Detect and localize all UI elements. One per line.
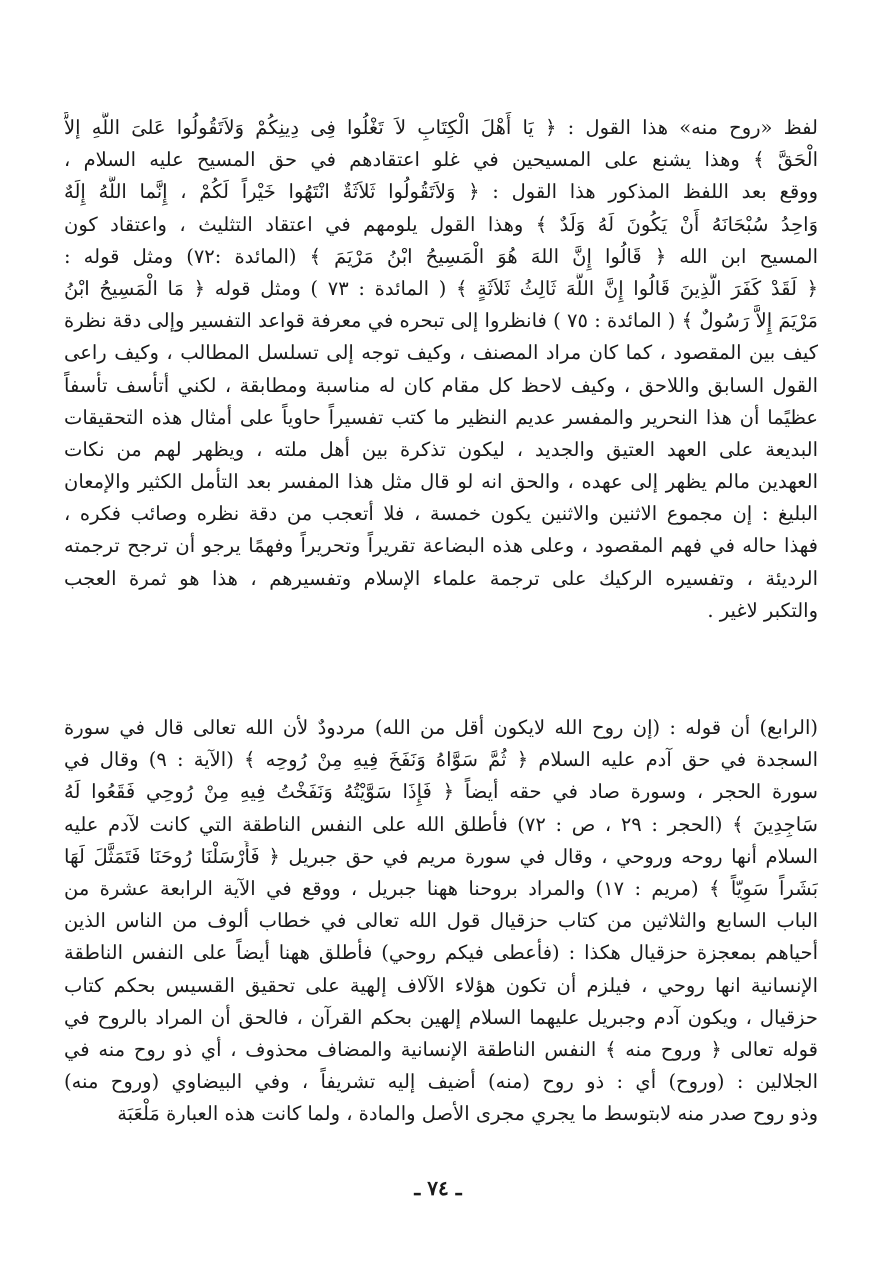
text-line: الإنسانية انها روحي ، فيلزم أن تكون هؤلاء الآلاف إلهية على تحقيق القسيس بحكم كتاب	[64, 973, 818, 997]
text-line: بَشَراً سَوِيّاً ﴾ (مريم : ١٧) والمراد بروحنا ههنا جبريل ، ووقع في الآية الرابعة عشرة من	[64, 876, 818, 900]
text-line: وَاحِدُ سُبْحَانَهُ أَنْ يَكُونَ لَهُ وَلَدٌ ﴾ وهذا القول يلومهم في اعتقاد التثليث ، واعتقاد كون	[64, 212, 818, 236]
text-line: ووقع بعد اللفظ المذكور هذا القول : ﴿ وَلاَتَقُولُوا ثَلاَثَةٌ انْتَهُوا خَيْراً لَكُمْ ، إِنَّما اللَّهُ إِلَهٌ	[64, 180, 818, 204]
text-line: عظيًما أن هذا النحرير والمفسر عديم النظير ما كتب تفسيراً حاوياً على أمثال هذه التحقيقات	[64, 405, 818, 429]
text-line: ﴿ لَقَدْ كَفَرَ الَّذِينَ قَالُوا إِنَّ اللَّهَ ثَالِثُ ثَلاَثَةٍ ﴾ ( المائدة : ٧٣ ) ومثل قوله ﴿ مَا الْمَسِيحُ ابْنُ	[64, 276, 818, 300]
paragraph-2	[64, 712, 818, 1130]
text-line: كيف بين المقصود ، كما كان مراد المصنف ، وكيف توجه إلى تسلسل المطالب ، وكيف راعى	[64, 341, 818, 365]
text-line: حزقيال ، ويكون آدم وجبريل عليهما السلام إلهين بحكم القرآن ، فالحق أن المراد بالروح في	[64, 1005, 818, 1029]
text-line: العهدين مالم يظهر إلى عهده ، والحق انه لو قال مثل هذا المفسر بعد التأمل الكثير والإمعان	[64, 470, 818, 494]
page-number: ـ ٧٤ ـ	[414, 1176, 462, 1200]
text-line: السلام أنها روحه وروحي ، وقال في سورة مريم في حق جبريل ﴿ فَأَرْسَلْنَا رُوحَنَا فَتَمَثَّلَ لَهَا	[64, 844, 818, 868]
text-line: والتكبر لاغير .	[707, 598, 818, 622]
text-line: أحياهم بمعجزة حزقيال هكذا : (فأعطى فيكم روحي) فأطلق ههنا أيضاً على النفس الناطقة	[64, 941, 818, 965]
text-line: (الرابع) أن قوله : (إن روح الله لايكون أقل من الله) مردودٌ لأن الله تعالى قال في سورة	[64, 716, 818, 739]
text-line: فهذا حاله في فهم المقصود ، وعلى هذه البضاعة تقريراً وتحريراً وفهمًا يرجو أن ترجح ترجمته	[64, 534, 818, 558]
text-line: المسيح ابن الله ﴿ قَالُوا إِنَّ اللهَ هُوَ الْمَسِيحُ ابْنُ مَرْيَمَ ﴾ (المائدة :٧٢) ومثل قوله :	[64, 244, 818, 268]
text-line: قوله تعالى ﴿ وروح منه ﴾ النفس الناطقة الإنسانية والمضاف محذوف ، أي ذو روح منه في	[64, 1037, 818, 1061]
text-line: البديعة على العهد العتيق والجديد ، ليكون تذكرة بين أهل ملته ، ويظهر لهم من نكات	[64, 437, 818, 461]
text-line: وذو روح صدر منه لابتوسط ما يجري مجرى الأصل والمادة ، ولما كانت هذه العبارة مَلْعَبَة	[117, 1102, 818, 1126]
text-line: الْحَقَّ ﴾ وهذا يشنع على المسيحين في غلو اعتقادهم في حق المسيح عليه السلام ،	[64, 148, 818, 172]
text-line: الرديئة ، وتفسيره الركيك على ترجمة علماء الإسلام وتفسيرهم ، هذا هو ثمرة العجب	[64, 566, 818, 590]
text-line: السجدة في حق آدم عليه السلام ﴿ ثُمَّ سَوَّاهُ وَنَفَخَ فِيهِ مِنْ رُوحِه ﴾ (الآية : ٩) وقال في	[64, 748, 818, 772]
text-line: مَرْيَمَ إِلاَّ رَسُولٌ ﴾ ( المائدة : ٧٥ ) فانظروا إلى تبحره في معرفة قواعد التفسير وإلى دقة نظرة	[64, 309, 818, 333]
text-line: الجلالين : (وروح) أي : ذو روح (منه) أضيف إليه تشريفاً ، وفي البيضاوي (وروح منه)	[64, 1070, 818, 1094]
text-line: لفظ «روح منه» هذا القول : ﴿ يَا أَهْلَ الْكِتَابِ لاَ تَغْلُوا فِى دِينِكُمْ وَلاَتَقُولُوا عَلىَ اللَّهِ إلاَّ	[64, 116, 818, 139]
text-line: القول السابق واللاحق ، وكيف لاحظ كل مقام كان له مناسبة ومطابقة ، لكني أتأسف تأسفاً	[64, 373, 818, 397]
text-line: سَاجِدِينَ ﴾ (الحجر : ٢٩ ، ص : ٧٢) فأطلق الله على النفس الناطقة التي كانت لآدم عليه	[64, 812, 818, 836]
text-line: البليغ : إن مجموع الاثنين والاثنين يكون خمسة ، فلا أتعجب من دقة نظره وصائب فكره ،	[64, 502, 818, 526]
text-line: سورة الحجر ، وسورة صاد في حقه أيضاً ﴿ فَإِذَا سَوَّيْتُهُ وَنَفَخْتُ فِيهِ مِنْ رُوحِي فَقَعُوا لَهُ	[64, 780, 818, 804]
paragraph-1	[64, 112, 818, 627]
text-line: الباب السابع والثلاثين من كتاب حزقيال قول الله تعالى في خطاب ألوف من الناس الذين	[64, 909, 818, 933]
